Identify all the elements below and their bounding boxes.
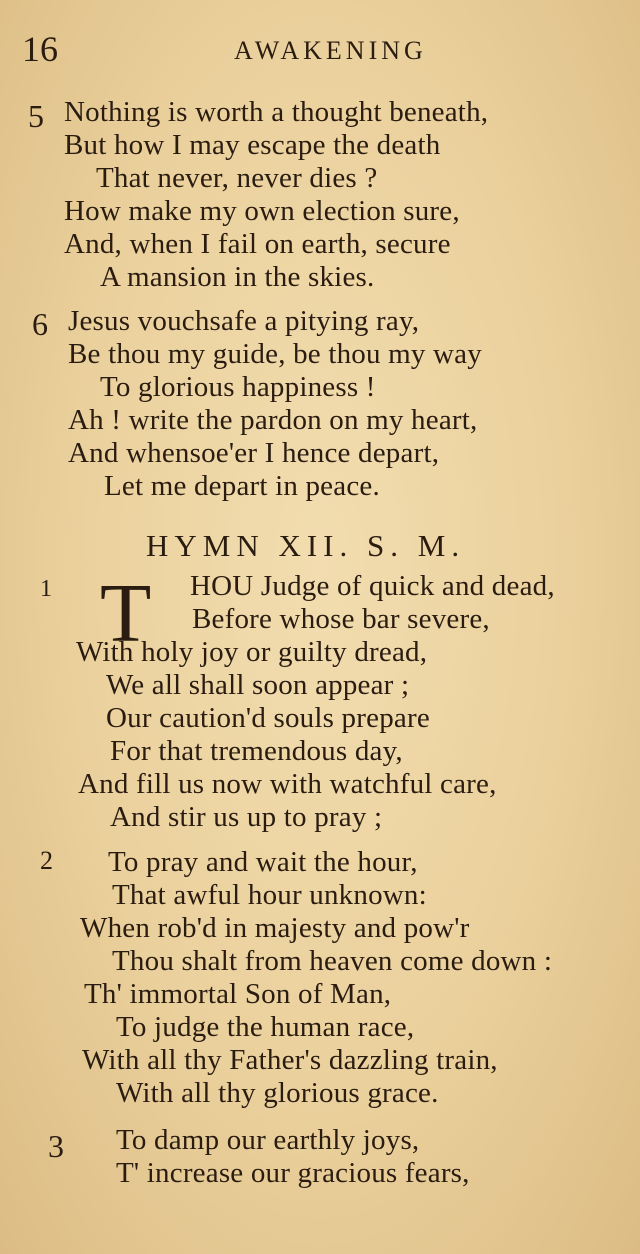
verse-line: With all thy glorious grace.: [116, 1077, 439, 1109]
verse-line: To pray and wait the hour,: [108, 846, 418, 878]
verse-line: HOU Judge of quick and dead,: [190, 570, 555, 602]
stanza-number: 5: [28, 98, 44, 134]
stanza-number: 3: [48, 1128, 64, 1164]
verse-line: Be thou my guide, be thou my way: [68, 338, 482, 370]
verse-line: Our caution'd souls prepare: [106, 702, 430, 734]
verse-line: When rob'd in majesty and pow'r: [80, 912, 470, 944]
verse-line: Before whose bar severe,: [192, 603, 490, 635]
verse-line: And, when I fail on earth, secure: [64, 228, 451, 260]
verse-line: That awful hour unknown:: [112, 879, 427, 911]
verse-line: And fill us now with watchful care,: [78, 768, 497, 800]
page-number: 16: [22, 29, 58, 69]
verse-line: Thou shalt from heaven come down :: [112, 945, 553, 977]
verse-line: And stir us up to pray ;: [110, 801, 383, 833]
verse-line: Th' immortal Son of Man,: [84, 978, 392, 1010]
verse-line: To damp our earthly joys,: [116, 1124, 420, 1156]
stanza-number: 1: [40, 576, 52, 602]
stanza-number: 6: [32, 306, 48, 342]
verse-line: To glorious happiness !: [100, 371, 376, 403]
running-head: AWAKENING: [234, 36, 427, 65]
verse-line: And whensoe'er I hence depart,: [68, 437, 440, 469]
verse-line: Ah ! write the pardon on my heart,: [68, 404, 478, 436]
verse-line: With holy joy or guilty dread,: [76, 636, 428, 668]
verse-line: How make my own election sure,: [64, 195, 460, 227]
verse-line: To judge the human race,: [116, 1011, 415, 1043]
drop-cap: T: [100, 567, 152, 660]
verse-line: With all thy Father's dazzling train,: [82, 1044, 498, 1076]
verse-line: But how I may escape the death: [64, 129, 441, 161]
verse-line: For that tremendous day,: [110, 735, 403, 767]
verse-line: That never, never dies ?: [96, 162, 378, 194]
verse-line: A mansion in the skies.: [100, 261, 375, 293]
hymn-title: HYMN XII. S. M.: [146, 528, 466, 563]
verse-line: We all shall soon appear ;: [106, 669, 410, 701]
verse-line: Let me depart in peace.: [104, 470, 380, 502]
verse-line: Jesus vouchsafe a pitying ray,: [68, 305, 420, 337]
stanza-number: 2: [40, 846, 53, 875]
verse-line: T' increase our gracious fears,: [116, 1157, 470, 1189]
verse-line: Nothing is worth a thought beneath,: [64, 96, 489, 128]
